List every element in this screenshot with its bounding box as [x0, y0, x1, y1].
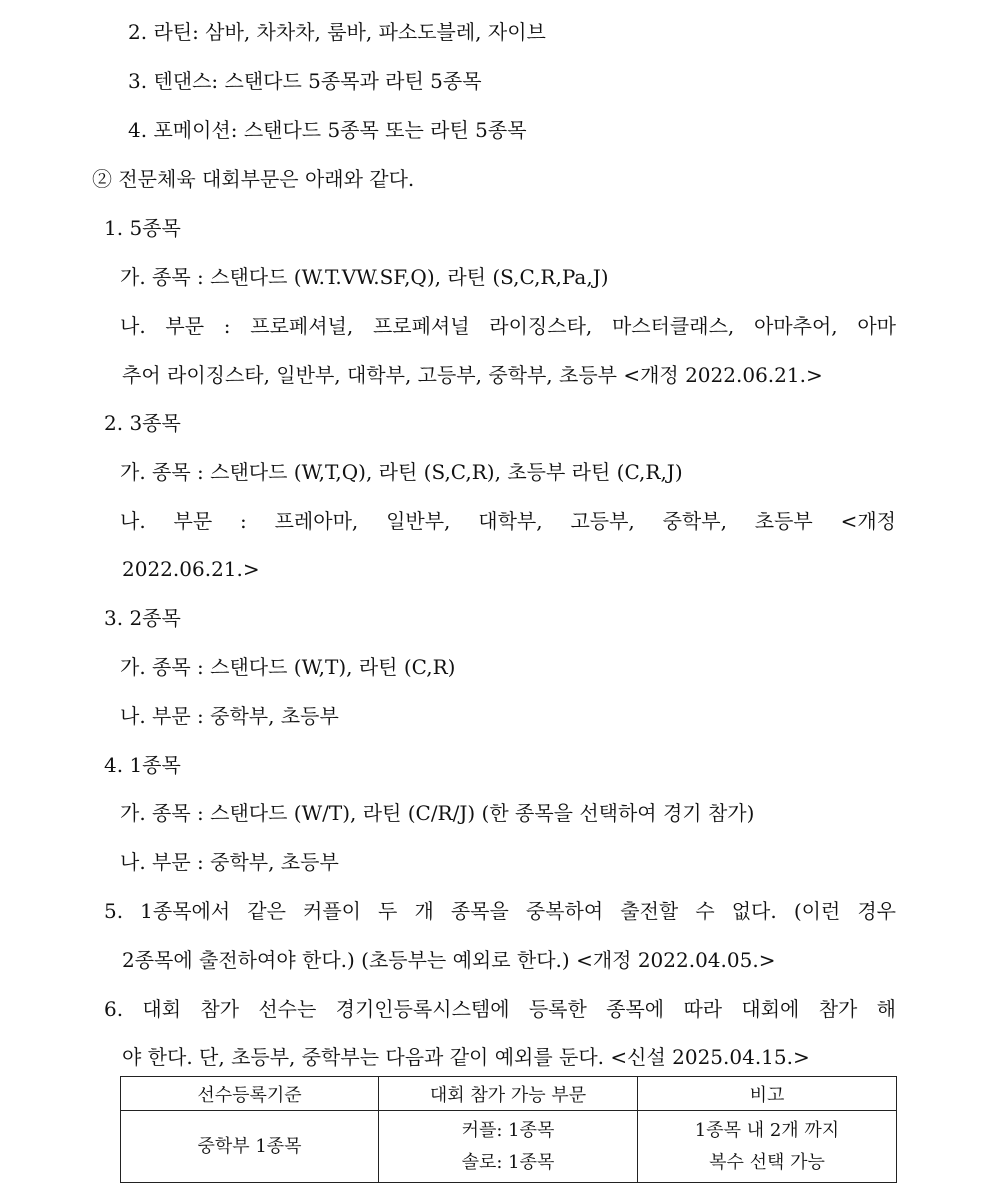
line-5-events-dances: 가. 종목 : 스탠다드 (W.T.VW.SF,Q), 라틴 (S,C,R,Pa,J): [120, 265, 609, 289]
line-1-event-dances: 가. 종목 : 스탠다드 (W/T), 라틴 (C/R/J) (한 종목을 선택하여 경기 참가): [120, 801, 755, 825]
header-notes: 비고: [638, 1077, 897, 1111]
cell-divisions: [379, 1111, 638, 1183]
line-rule-6-a: 6. 대회 참가 선수는 경기인등록시스템에 등록한 종목에 따라 대회에 참가 해: [104, 997, 896, 1021]
line-ten-dance: 3. 텐댄스: 스탠다드 5종목과 라틴 5종목: [128, 69, 482, 93]
cell-criteria: 중학부 1종목: [121, 1111, 379, 1183]
line-rule-6-b: 야 한다. 단, 초등부, 중학부는 다음과 같이 예외를 둔다. <신설 2025.04.15.>: [122, 1045, 810, 1069]
line-clause-2: ② 전문체육 대회부문은 아래와 같다.: [92, 167, 415, 191]
line-rule-5-b: 2종목에 출전하여야 한다.) (초등부는 예외로 한다.) <개정 2022.04.05.>: [122, 948, 776, 972]
division-solo: 솔로: 1종목: [461, 1151, 555, 1173]
line-2-events-dances: 가. 종목 : 스탠다드 (W,T), 라틴 (C,R): [120, 655, 456, 679]
table-row: [121, 1111, 897, 1183]
line-rule-5-a: 5. 1종목에서 같은 커플이 두 개 종목을 중복하여 출전할 수 없다. (이런 경우: [104, 899, 896, 923]
header-registration-criteria: 선수등록기준: [121, 1077, 379, 1111]
line-2-events-divisions: 나. 부문 : 중학부, 초등부: [120, 704, 339, 728]
division-couple: 커플: 1종목: [461, 1119, 555, 1141]
heading-2-events: 3. 2종목: [104, 606, 181, 630]
note-line-1: 1종목 내 2개 까지: [694, 1119, 840, 1141]
table-header-row: [121, 1077, 897, 1111]
line-5-events-divisions-a: 나. 부문 : 프로페셔널, 프로페셔널 라이징스타, 마스터클래스, 아마추어, 아마: [120, 314, 896, 338]
note-line-2: 복수 선택 가능: [709, 1151, 825, 1173]
exception-table: [120, 1076, 897, 1183]
heading-3-events: 2. 3종목: [104, 411, 181, 435]
line-latin: 2. 라틴: 삼바, 차차차, 룸바, 파소도블레, 자이브: [128, 20, 546, 44]
line-5-events-divisions-b: 추어 라이징스타, 일반부, 대학부, 고등부, 중학부, 초등부 <개정 2022.06.21.>: [122, 363, 823, 387]
heading-1-event: 4. 1종목: [104, 753, 181, 777]
line-3-events-divisions-b: 2022.06.21.>: [122, 557, 260, 581]
line-formation: 4. 포메이션: 스탠다드 5종목 또는 라틴 5종목: [128, 118, 527, 142]
line-3-events-divisions-a: 나. 부문 : 프레아마, 일반부, 대학부, 고등부, 중학부, 초등부 <개정: [120, 509, 896, 533]
header-eligible-divisions: 대회 참가 가능 부문: [379, 1077, 638, 1111]
line-1-event-divisions: 나. 부문 : 중학부, 초등부: [120, 850, 339, 874]
cell-notes: [638, 1111, 897, 1183]
line-3-events-dances: 가. 종목 : 스탠다드 (W,T,Q), 라틴 (S,C,R), 초등부 라틴 (C,R,J): [120, 460, 683, 484]
heading-5-events: 1. 5종목: [104, 216, 181, 240]
